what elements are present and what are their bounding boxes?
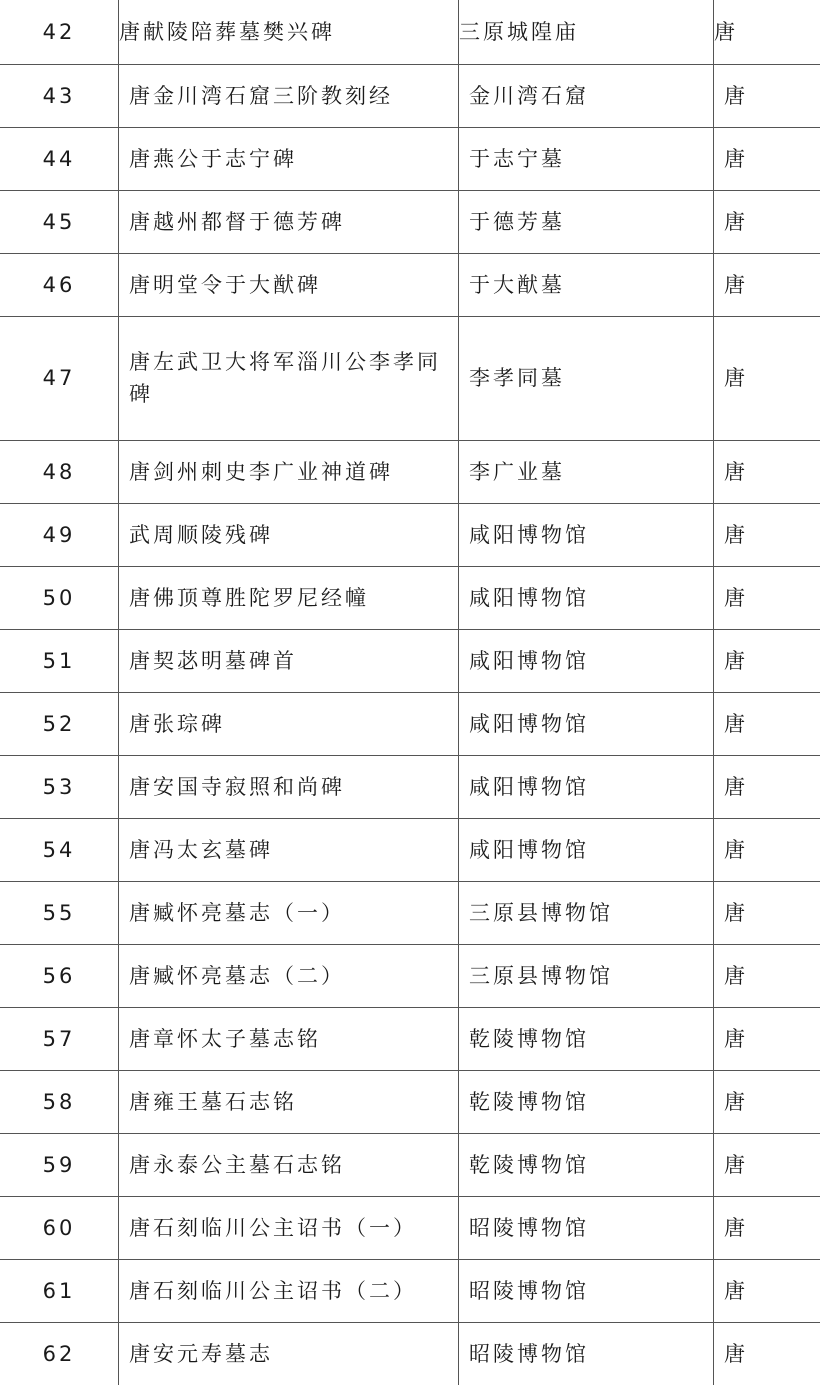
relic-location: 于志宁墓 [459,127,714,190]
row-number: 48 [0,440,119,503]
row-number: 58 [0,1070,119,1133]
relic-name-cell [119,944,459,1007]
relic-location: 昭陵博物馆 [459,1196,714,1259]
relic-name: 唐金川湾石窟三阶教刻经 [129,83,393,108]
relic-era: 唐 [714,190,820,253]
relic-name-cell [119,1133,459,1196]
relic-name: 武周顺陵残碑 [129,522,273,547]
relic-name: 唐臧怀亮墓志（二） [129,963,345,988]
table-row [0,127,820,190]
relic-name-cell [119,692,459,755]
relic-era: 唐 [714,566,820,629]
relic-location: 于德芳墓 [459,190,714,253]
relic-era: 唐 [714,818,820,881]
row-number: 60 [0,1196,119,1259]
row-number: 61 [0,1259,119,1322]
relic-location: 李广业墓 [459,440,714,503]
relic-location: 李孝同墓 [459,316,714,440]
relic-era: 唐 [714,1259,820,1322]
row-number: 47 [0,316,119,440]
relic-name-cell [119,629,459,692]
relic-name: 唐安国寺寂照和尚碑 [129,774,345,799]
relic-name: 唐永泰公主墓石志铭 [129,1152,345,1177]
table-row [0,316,820,440]
table-row [0,1007,820,1070]
table-row [0,440,820,503]
relic-name: 唐佛顶尊胜陀罗尼经幢 [129,585,369,610]
relic-era: 唐 [714,316,820,440]
relic-name: 唐燕公于志宁碑 [129,146,297,171]
row-number: 54 [0,818,119,881]
relic-location: 咸阳博物馆 [459,629,714,692]
relic-name: 唐冯太玄墓碑 [129,837,273,862]
relic-name-cell [119,1070,459,1133]
table-row [0,1259,820,1322]
relic-era: 唐 [714,1007,820,1070]
relic-location: 于大猷墓 [459,253,714,316]
relic-era: 唐 [714,1070,820,1133]
row-number: 42 [0,0,119,64]
relic-name: 唐张琮碑 [129,711,225,736]
relic-name-cell [119,1322,459,1385]
table-row [0,566,820,629]
relic-name-cell [119,818,459,881]
table-row [0,818,820,881]
relic-location: 咸阳博物馆 [459,503,714,566]
relic-era: 唐 [714,1133,820,1196]
relic-location: 三原县博物馆 [459,944,714,1007]
relic-era: 唐 [714,944,820,1007]
table-row [0,692,820,755]
relic-name: 唐越州都督于德芳碑 [129,209,345,234]
relic-era: 唐 [714,629,820,692]
row-number: 55 [0,881,119,944]
relic-name-cell [119,1196,459,1259]
relic-era: 唐 [714,755,820,818]
relic-era: 唐 [714,1196,820,1259]
relic-name: 唐明堂令于大猷碑 [129,272,321,297]
relic-name-cell [119,316,459,440]
row-number: 53 [0,755,119,818]
relic-name: 唐石刻临川公主诏书（一） [129,1215,417,1240]
relic-name: 唐臧怀亮墓志（一） [129,900,345,925]
row-number: 43 [0,64,119,127]
relic-era: 唐 [714,440,820,503]
row-number: 44 [0,127,119,190]
relic-name-cell [119,1007,459,1070]
relic-era: 唐 [714,503,820,566]
relic-era: 唐 [714,127,820,190]
table-row [0,944,820,1007]
table-row [0,1133,820,1196]
row-number: 57 [0,1007,119,1070]
relic-name-cell [119,64,459,127]
relic-name-cell [119,0,459,64]
relic-name: 唐雍王墓石志铭 [129,1089,297,1114]
relic-location: 咸阳博物馆 [459,818,714,881]
table-row [0,0,820,64]
relic-name: 唐剑州刺史李广业神道碑 [129,459,393,484]
relic-name: 唐章怀太子墓志铭 [129,1026,321,1051]
relic-era: 唐 [714,0,820,64]
table-row [0,503,820,566]
relic-location: 乾陵博物馆 [459,1133,714,1196]
table-row [0,64,820,127]
relic-location: 乾陵博物馆 [459,1070,714,1133]
relic-name: 唐安元寿墓志 [129,1341,273,1366]
row-number: 49 [0,503,119,566]
relic-name-cell [119,755,459,818]
table-row [0,755,820,818]
relic-name: 唐契苾明墓碑首 [129,648,297,673]
row-number: 56 [0,944,119,1007]
relic-name: 唐献陵陪葬墓樊兴碑 [119,19,335,44]
row-number: 59 [0,1133,119,1196]
relic-location: 昭陵博物馆 [459,1322,714,1385]
relic-location: 咸阳博物馆 [459,692,714,755]
relic-location: 咸阳博物馆 [459,755,714,818]
relic-name-cell [119,440,459,503]
relic-location: 金川湾石窟 [459,64,714,127]
relic-location: 乾陵博物馆 [459,1007,714,1070]
table-row [0,253,820,316]
relic-location: 三原城隍庙 [459,0,714,64]
table-row [0,629,820,692]
relic-name-cell [119,566,459,629]
table-row [0,881,820,944]
row-number: 51 [0,629,119,692]
row-number: 50 [0,566,119,629]
relic-era: 唐 [714,1322,820,1385]
relic-name-cell [119,881,459,944]
relic-era: 唐 [714,253,820,316]
relic-name-cell [119,127,459,190]
relic-name-cell [119,253,459,316]
table-row [0,1070,820,1133]
relic-name-cell [119,1259,459,1322]
relic-location: 昭陵博物馆 [459,1259,714,1322]
relic-name-cell [119,503,459,566]
relic-location: 三原县博物馆 [459,881,714,944]
row-number: 52 [0,692,119,755]
table-row [0,190,820,253]
row-number: 62 [42,1341,76,1366]
relic-era: 唐 [714,881,820,944]
relic-location: 咸阳博物馆 [459,566,714,629]
row-number: 46 [0,253,119,316]
relic-era: 唐 [714,692,820,755]
relic-name-cell [119,190,459,253]
table-row [0,1196,820,1259]
relic-name: 唐左武卫大将军淄川公李孝同碑 [129,350,441,406]
relic-era: 唐 [714,64,820,127]
relic-name: 唐石刻临川公主诏书（二） [129,1278,417,1303]
table-row [0,1322,820,1385]
row-number: 45 [0,190,119,253]
